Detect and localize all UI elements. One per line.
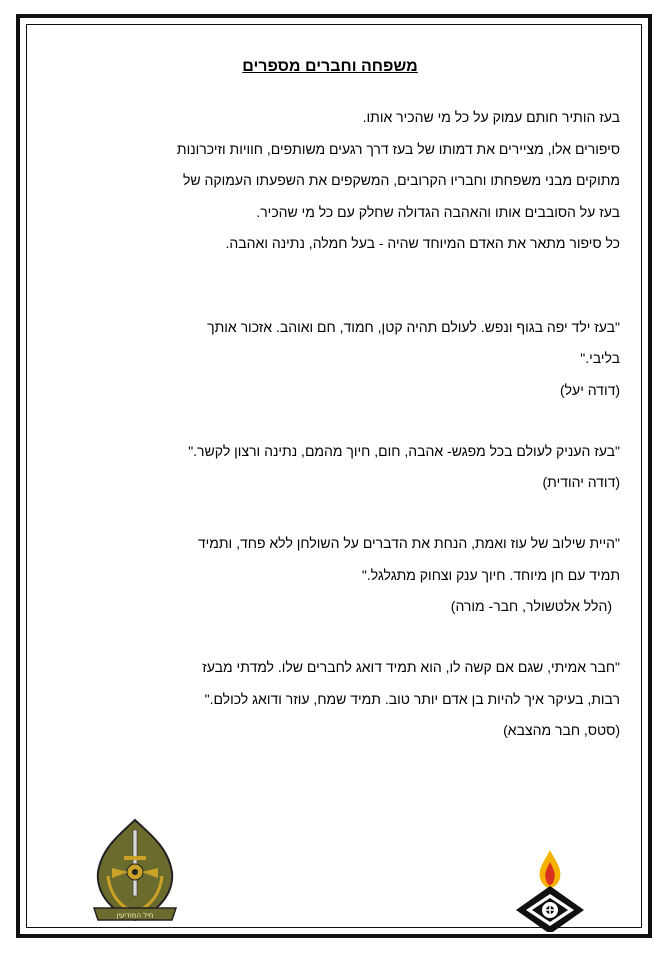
testimonial <box>40 312 620 405</box>
quote-line: בליבי." <box>580 350 620 366</box>
emblem-banner-text: חיל המודיעין <box>116 911 154 920</box>
intro-line: סיפורים אלו, מציירים את דמותו של בעז דרך רגעים משותפים, חוויות וזיכרונות <box>176 140 620 157</box>
quote-author: (סטס, חבר מהצבא) <box>503 722 620 738</box>
intro-line: בעז הותיר חותם עמוק על כל מי שהכיר אותו. <box>362 109 620 125</box>
intro-paragraph <box>40 102 620 260</box>
testimonial <box>40 436 620 498</box>
quote-line: רבות, בעיקר איך להיות בן אדם יותר טוב. תמיד שמח, עוזר ודואג לכולם." <box>204 690 620 707</box>
quote-line: תמיד עם חן מיוחד. חיוך ענק וצחוק מתגלגל." <box>361 566 620 583</box>
intro-line: כל סיפור מתאר את האדם המיוחד שהיה - בעל חמלה, נתינה ואהבה. <box>225 235 620 251</box>
memorial-flame-emblem-icon <box>508 848 592 932</box>
quote-author: (דודה יעל) <box>559 381 620 398</box>
quote-line: "בעז ילד יפה בגוף ונפש. לעולם תהיה קטן, חמוד, חם ואוהב. אזכור אותך <box>207 318 620 335</box>
quote-author: (הלל אלטשולר, חבר- מורה) <box>450 598 612 614</box>
document-title: משפחה וחברים מספרים <box>242 58 418 75</box>
testimonial <box>40 528 620 621</box>
quote-line: "בעז העניק לעולם בכל מפגש- אהבה, חום, חיוך מהמם, נתינה ורצון לקשר." <box>188 442 620 459</box>
testimonial <box>40 652 620 745</box>
intro-line: מתוקים מבני משפחתו וחבריו הקרובים, המשקפים את השפעתו העמוקה של <box>182 172 620 188</box>
quote-author: (דודה יהודית) <box>542 474 620 490</box>
military-corps-emblem-icon <box>88 816 182 928</box>
document-body <box>40 58 620 745</box>
quote-line: "היית שילוב של עוז ואמת, הנחת את הדברים על השולחן ללא פחד, ותמיד <box>197 535 620 551</box>
quote-line: "חבר אמיתי, שגם אם קשה לו, הוא תמיד דואג לחברים שלו. למדתי מבעז <box>202 659 620 675</box>
intro-line: בעז על הסובבים אותו והאהבה הגדולה שחלק עם כל מי שהכיר. <box>256 203 620 220</box>
